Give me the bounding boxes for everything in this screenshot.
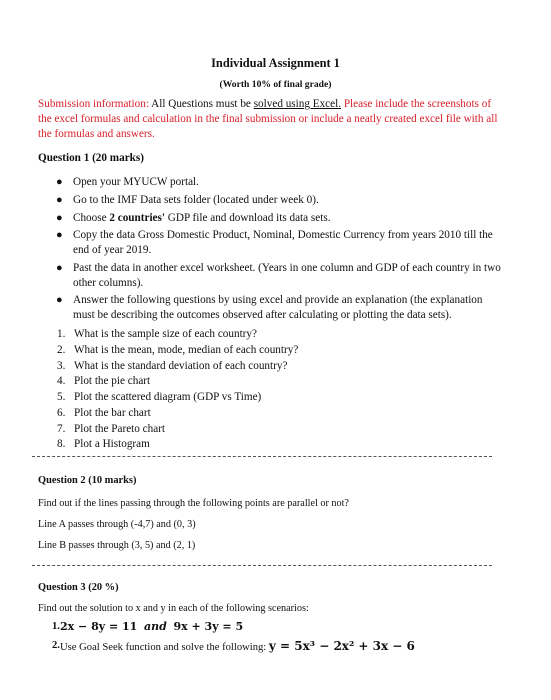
question2-line-a: Line A passes through (-4,7) and (0, 3) [38,519,196,530]
list-item: 1. 2x − 8y = 11 and 9x + 3y = 5 [52,620,244,633]
list-item: 1. What is the sample size of each country? [57,328,257,340]
submission-label: Submission information: [38,98,149,110]
submission-information [38,97,500,142]
list-item: 2. Use Goal Seek function and solve the following: y = 5x³ − 2x² + 3x − 6 [52,638,415,653]
question2-heading: Question 2 (10 marks) [38,475,137,486]
list-item: 4. Plot the pie chart [57,375,151,388]
section-divider [32,565,492,566]
list-item: 6. Plot the bar chart [57,406,151,419]
list-item: 7. Plot the Pareto chart [57,422,166,435]
list-item: 8. Plot a Histogram [57,438,150,451]
section-divider [32,456,492,457]
equation-1: 2x − 8y = 11 [60,620,138,633]
bullet-icon: ● [56,294,63,307]
submission-text: All Questions must be [151,98,251,110]
equation-3: y = 5x³ − 2x² + 3x − 6 [268,638,415,653]
question1-heading: Question 1 (20 marks) [38,152,144,164]
page-title: Individual Assignment 1 [211,56,340,70]
question3-heading: Question 3 (20 %) [38,582,119,593]
equation-2: 9x + 3y = 5 [173,620,244,633]
bullet-icon: ● [56,261,63,274]
list-item: ● Go to the IMF Data sets folder (located under week 0). [56,193,319,206]
question1-bullet-list [38,175,503,326]
list-item: 2. What is the mean, mode, median of each country? [57,343,299,356]
list-item: ● Choose 2 countries' GDP file and download its data sets. [56,211,331,224]
bullet-icon: ● [56,193,63,206]
question3-prompt: Find out the solution to x and y in each of the following scenarios: [38,603,309,614]
list-item: ● Copy the data Gross Domestic Product, Nominal, Domestic Currency from years 2010 till the end of year 2019. [56,229,493,257]
list-item: 5. Plot the scattered diagram (GDP vs Time) [57,391,262,404]
page-subtitle: (Worth 10% of final grade) [219,79,332,90]
question1-numbered-list [38,327,498,453]
submission-instructions: Please include the screenshots of the excel formulas and calculation in the final submission or include a neatly created excel file with all the formulas and answers. [38,98,498,140]
list-item: 3. What is the standard deviation of each country? [57,359,288,372]
submission-excel-underlined: solved using Excel. [253,98,342,110]
bullet-icon: ● [56,211,63,224]
question3-list [38,620,498,659]
list-item: ● Open your MYUCW portal. [56,176,199,188]
question2-line-b: Line B passes through (3, 5) and (2, 1) [38,540,196,551]
bullet-icon: ● [56,176,63,188]
bullet-icon: ● [56,229,63,242]
list-item: ● Answer the following questions by using excel and provide an explanation (the explanation must be describing the outcomes observed after calculating or plotting the data sets). [56,294,483,322]
question2-prompt: Find out if the lines passing through the following points are parallel or not? [38,498,349,509]
list-item: ● Past the data in another excel worksheet. (Years in one column and GDP of each country in two other columns). [56,261,501,289]
